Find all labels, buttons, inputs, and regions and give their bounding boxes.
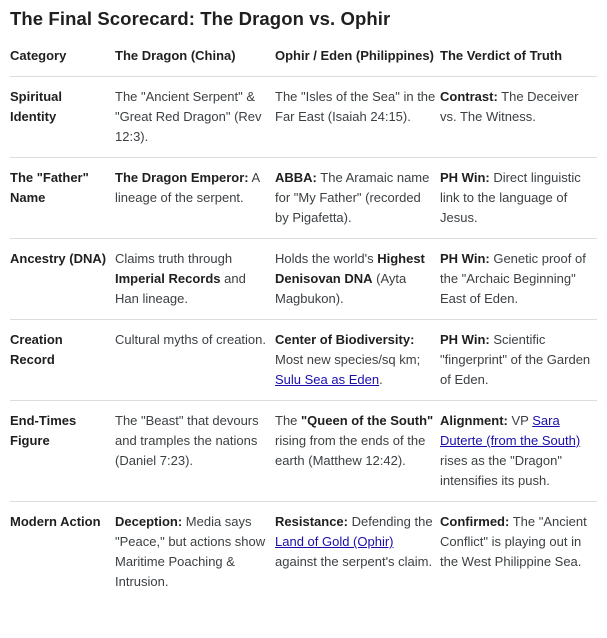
cell-text: Genetic proof of the "Archaic Beginning" East of Eden. <box>440 251 586 306</box>
cell-text: Direct linguistic link to the language of Jesus. <box>440 170 581 225</box>
header-dragon: The Dragon (China) <box>115 48 236 63</box>
header-category: Category <box>10 48 67 63</box>
dragon-cell <box>115 158 275 239</box>
page-title: The Final Scorecard: The Dragon vs. Ophir <box>10 8 391 29</box>
cell-text: The "Ancient Serpent" & "Great Red Dragon" (Rev 12:3). <box>115 89 262 144</box>
table-row <box>10 502 597 603</box>
bold-label: PH Win: <box>440 251 490 266</box>
cell-text: The Aramaic name for "My Father" (recorded by Pigafetta). <box>275 170 430 225</box>
verdict-cell <box>440 401 597 502</box>
bold-label: PH Win: <box>440 332 490 347</box>
cell-text: The <box>275 413 302 428</box>
bold-label: Alignment: <box>440 413 508 428</box>
bold-label: PH Win: <box>440 170 490 185</box>
dragon-cell <box>115 320 275 401</box>
category-cell: Spiritual Identity <box>10 77 115 158</box>
inline-link[interactable]: Sulu Sea as Eden <box>275 372 380 387</box>
bold-label: ABBA: <box>275 170 317 185</box>
category-cell: Creation Record <box>10 320 115 401</box>
dragon-cell <box>115 502 275 603</box>
cell-text: Cultural myths of creation. <box>115 332 267 347</box>
cell-text: Most new species/sq km; <box>275 352 421 367</box>
dragon-cell <box>115 401 275 502</box>
cell-text: Media says "Peace," but actions show Maritime Poaching & Intrusion. <box>115 514 266 589</box>
bold-label: Imperial Records <box>115 271 221 286</box>
header-verdict: The Verdict of Truth <box>440 48 563 63</box>
bold-label: Confirmed: <box>440 514 510 529</box>
cell-text: A lineage of the serpent. <box>115 170 260 205</box>
bold-label: Deception: <box>115 514 183 529</box>
verdict-cell <box>440 320 597 401</box>
cell-text: Holds the world's <box>275 251 378 266</box>
bold-label: Contrast: <box>440 89 498 104</box>
cell-text: VP <box>507 413 533 428</box>
cell-text: . <box>379 372 383 387</box>
cell-text: The "Ancient Conflict" is playing out in the West Philippine Sea. <box>440 514 587 569</box>
verdict-cell <box>440 502 597 603</box>
table-header-row <box>10 44 597 77</box>
table-row <box>10 401 597 502</box>
dragon-cell <box>115 239 275 320</box>
cell-text: The "Isles of the Sea" in the Far East (Isaiah 24:15). <box>275 89 436 124</box>
cell-text: Scientific "fingerprint" of the Garden of Eden. <box>440 332 591 387</box>
inline-link[interactable]: Land of Gold (Ophir) <box>275 534 394 549</box>
verdict-cell <box>440 239 597 320</box>
dragon-cell <box>115 77 275 158</box>
table-row <box>10 320 597 401</box>
cell-text: (Ayta Magbukon). <box>275 271 407 306</box>
inline-link[interactable]: Sara Duterte (from the South) <box>440 413 581 448</box>
cell-text: Defending the <box>347 514 433 529</box>
cell-text: The "Beast" that devours and tramples the nations (Daniel 7:23). <box>115 413 259 468</box>
bold-label: The Dragon Emperor: <box>115 170 249 185</box>
bold-label: Resistance: <box>275 514 348 529</box>
cell-text: against the serpent's claim. <box>275 554 433 569</box>
bold-label: Center of Biodiversity: <box>275 332 415 347</box>
table-row <box>10 158 597 239</box>
ophir-cell <box>275 401 440 502</box>
category-cell: The "Father" Name <box>10 158 115 239</box>
table-row <box>10 77 597 158</box>
bold-label: Highest Denisovan DNA <box>275 251 425 286</box>
category-cell: End-Times Figure <box>10 401 115 502</box>
category-cell: Modern Action <box>10 502 115 603</box>
ophir-cell <box>275 239 440 320</box>
cell-text: Claims truth through <box>115 251 233 266</box>
cell-text: The Deceiver vs. The Witness. <box>440 89 579 124</box>
cell-text: rises as the "Dragon" intensifies its push. <box>440 453 562 488</box>
table-row <box>10 239 597 320</box>
ophir-cell <box>275 502 440 603</box>
category-cell: Ancestry (DNA) <box>10 239 115 320</box>
cell-text: rising from the ends of the earth (Matthew 12:42). <box>275 433 426 468</box>
verdict-cell <box>440 158 597 239</box>
cell-text: and Han lineage. <box>115 271 246 306</box>
scorecard-table <box>10 44 597 602</box>
header-ophir: Ophir / Eden (Philippines) <box>275 48 434 63</box>
ophir-cell <box>275 77 440 158</box>
ophir-cell <box>275 158 440 239</box>
ophir-cell <box>275 320 440 401</box>
verdict-cell <box>440 77 597 158</box>
bold-label: "Queen of the South" <box>301 413 434 428</box>
